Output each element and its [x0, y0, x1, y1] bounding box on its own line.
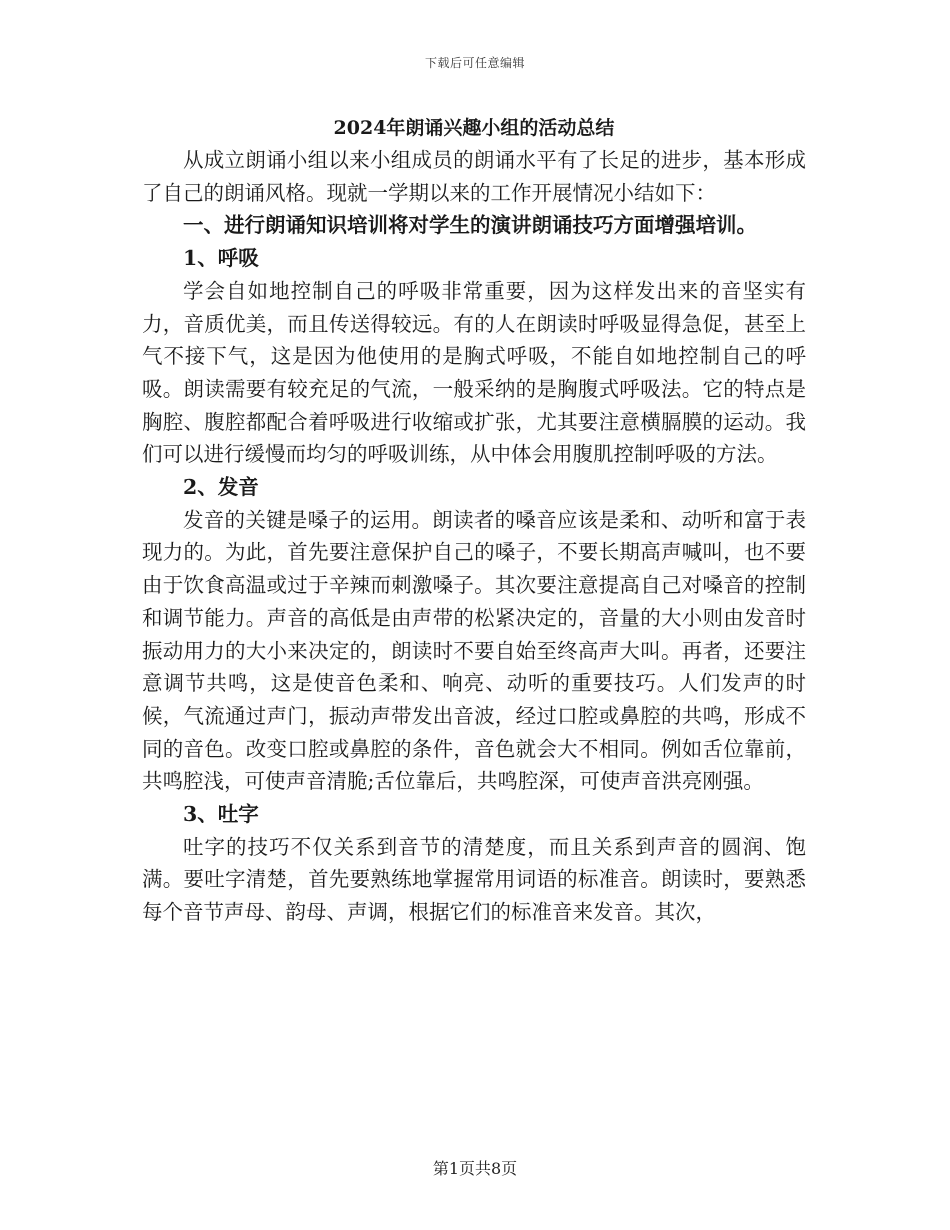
- subheading-articulation: 3、吐字: [183, 802, 259, 827]
- header-note: 下载后可任意编辑: [424, 56, 525, 70]
- paragraph-articulation: 吐字的技巧不仅关系到音节的清楚度，而且关系到声音的圆润、饱满。要吐字清楚，首先要熟练地掌握常用词语的标准音。朗读时，要熟悉每个音节声母、韵母、声调，根据它们的标准音来发音。其次，: [142, 834, 806, 925]
- document-body: [142, 112, 806, 929]
- intro-paragraph: 从成立朗诵小组以来小组成员的朗诵水平有了长足的进步，基本形成了自己的朗诵风格。现就一学期以来的工作开展情况小结如下：: [142, 148, 806, 205]
- document-title: 2024年朗诵兴趣小组的活动总结: [333, 117, 615, 139]
- subheading-breathing: 1、呼吸: [183, 246, 259, 271]
- paragraph-pronunciation: 发音的关键是嗓子的运用。朗读者的嗓音应该是柔和、动听和富于表现力的。为此，首先要注意保护自己的嗓子，不要长期高声喊叫，也不要由于饮食高温或过于辛辣而刺激嗓子。其次要注意提高自己对嗓音的控制和调节能力。声音的高低是由声带的松紧决定的，音量的大小则由发音时振动用力的大小来决定的，朗读时不要自始至终高声大叫。再者，还要注意调节共鸣，这是使音色柔和、响亮、动听的重要技巧。人们发声的时候，气流通过声门，振动声带发出音波，经过口腔或鼻腔的共鸣，形成不同的音色。改变口腔或鼻腔的条件，音色就会大不相同。例如舌位靠前，共鸣腔浅，可使声音清脆;舌位靠后，共鸣腔深，可使声音洪亮刚强。: [142, 507, 806, 794]
- paragraph-breathing: 学会自如地控制自己的呼吸非常重要，因为这样发出来的音坚实有力，音质优美，而且传送得较远。有的人在朗读时呼吸显得急促，甚至上气不接下气，这是因为他使用的是胸式呼吸，不能自如地控制自己的呼吸。朗读需要有较充足的气流，一般采纳的是胸腹式呼吸法。它的特点是胸腔、腹腔都配合着呼吸进行收缩或扩张，尤其要注意横膈膜的运动。我们可以进行缓慢而均匀的呼吸训练，从中体会用腹肌控制呼吸的方法。: [142, 278, 806, 467]
- subheading-pronunciation: 2、发音: [183, 475, 259, 500]
- page-number: 第1页共8页: [432, 1159, 518, 1178]
- section-heading-1: 一、进行朗诵知识培训将对学生的演讲朗诵技巧方面增强培训。: [183, 213, 757, 238]
